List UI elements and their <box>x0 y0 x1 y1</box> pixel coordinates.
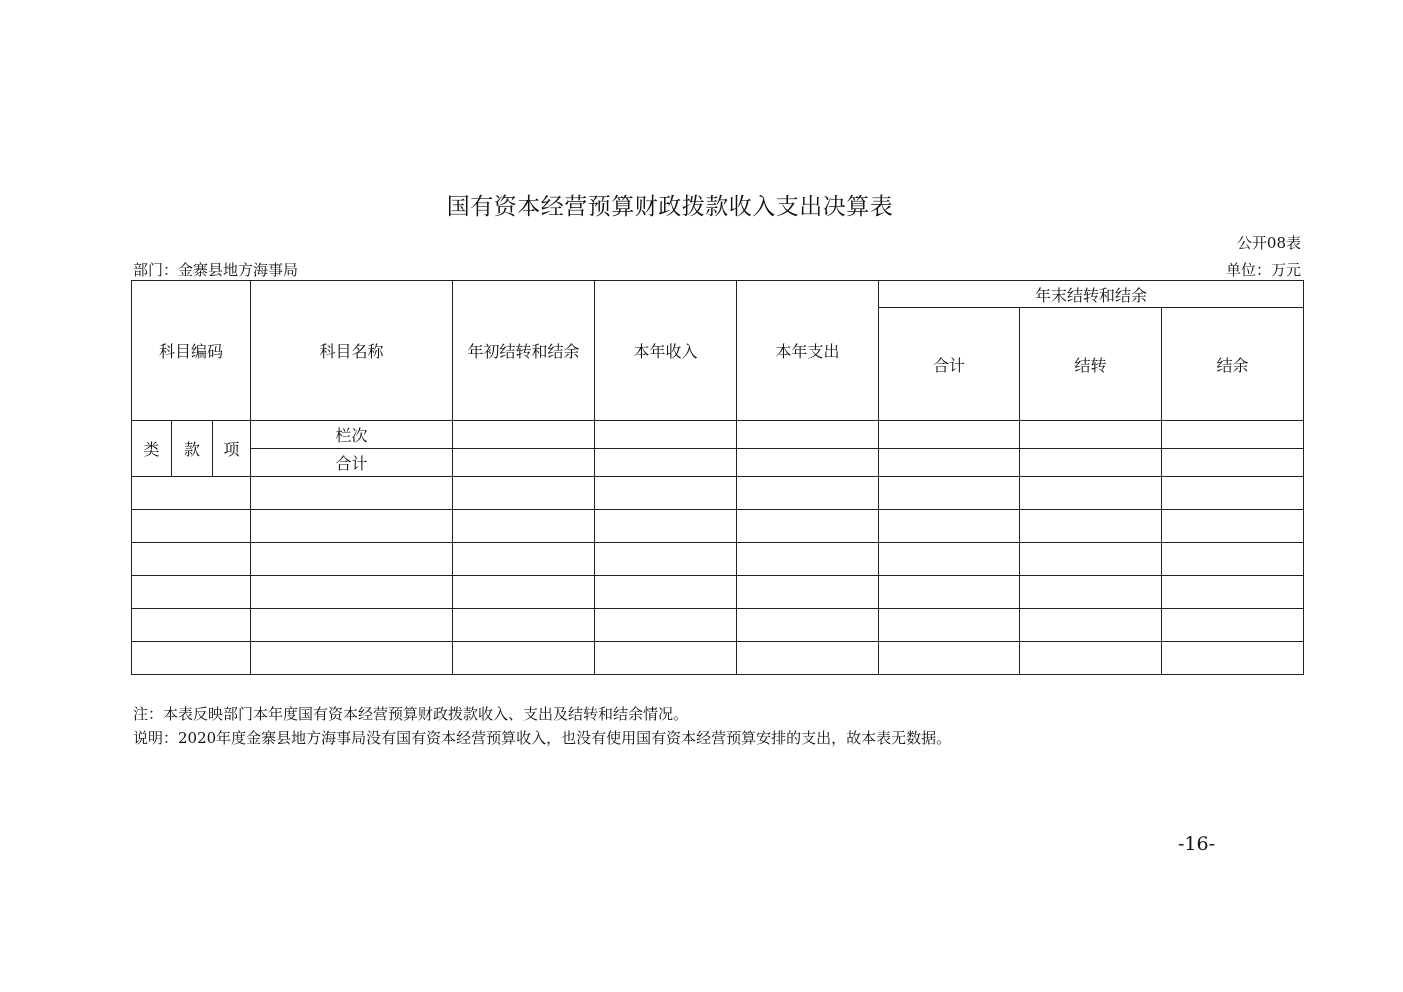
table-cell <box>737 609 879 642</box>
note-text: 注：本表反映部门本年度国有资本经营预算财政拨款收入、支出及结转和结余情况。 <box>133 705 689 723</box>
table-cell <box>453 543 595 576</box>
header-row-1 <box>132 281 1304 308</box>
table-cell <box>595 449 737 477</box>
form-code: 公开08表 <box>1236 234 1301 252</box>
table-cell <box>132 609 251 642</box>
document-title: 国有资本经营预算财政拨款收入支出决算表 <box>446 194 894 220</box>
table-cell <box>453 609 595 642</box>
table-cell <box>251 510 453 543</box>
table-cell <box>737 642 879 675</box>
column-number-row <box>132 421 1304 449</box>
header-closing-group: 年末结转和结余 <box>879 281 1304 308</box>
header-column-number: 栏次 <box>251 421 453 449</box>
table-cell <box>1020 609 1162 642</box>
table-cell <box>879 609 1020 642</box>
table-cell <box>1162 477 1304 510</box>
table-cell <box>595 477 737 510</box>
explanation-text: 说明：2020年度金寨县地方海事局没有国有资本经营预算收入，也没有使用国有资本经营预算安排的支出，故本表无数据。 <box>133 729 952 747</box>
table-cell <box>453 510 595 543</box>
table-cell <box>132 510 251 543</box>
header-closing-surplus: 结余 <box>1162 308 1304 421</box>
header-current-income: 本年收入 <box>595 281 737 421</box>
header-closing-total: 合计 <box>879 308 1020 421</box>
table-cell <box>453 449 595 477</box>
table-cell <box>737 477 879 510</box>
table-cell <box>1020 510 1162 543</box>
table-cell <box>737 421 879 449</box>
table-cell <box>251 576 453 609</box>
table-cell <box>879 510 1020 543</box>
table-cell <box>1162 449 1304 477</box>
header-subject-name: 科目名称 <box>251 281 453 421</box>
table-cell <box>1020 543 1162 576</box>
table-cell <box>132 642 251 675</box>
table-cell <box>1162 543 1304 576</box>
table-cell <box>132 477 251 510</box>
table-cell <box>1020 449 1162 477</box>
table-cell <box>879 576 1020 609</box>
table-cell <box>879 421 1020 449</box>
header-code-section: 款 <box>172 421 213 477</box>
header-current-expense: 本年支出 <box>737 281 879 421</box>
table-cell <box>1020 421 1162 449</box>
table-cell <box>251 642 453 675</box>
data-rows <box>132 477 1304 675</box>
table-row <box>132 510 1304 543</box>
table-cell <box>251 477 453 510</box>
table-cell <box>595 510 737 543</box>
header-subject-code: 科目编码 <box>132 281 251 421</box>
table-cell <box>595 642 737 675</box>
table-cell <box>1162 576 1304 609</box>
table-cell <box>595 421 737 449</box>
header-code-item: 项 <box>213 421 251 477</box>
table-cell <box>737 510 879 543</box>
table-cell <box>453 642 595 675</box>
table-row <box>132 642 1304 675</box>
header-closing-carryover: 结转 <box>1020 308 1162 421</box>
table-cell <box>595 543 737 576</box>
table-cell <box>737 576 879 609</box>
table-cell <box>1162 510 1304 543</box>
header-code-class: 类 <box>132 421 172 477</box>
table-cell <box>879 449 1020 477</box>
budget-table <box>131 280 1304 675</box>
table-cell <box>879 477 1020 510</box>
page-number: -16- <box>1178 833 1216 855</box>
table-cell <box>453 576 595 609</box>
total-row <box>132 449 1304 477</box>
table-cell <box>132 576 251 609</box>
table-row <box>132 576 1304 609</box>
department-label: 部门：金寨县地方海事局 <box>133 261 299 279</box>
table-row <box>132 477 1304 510</box>
table-cell <box>453 477 595 510</box>
table-cell <box>251 543 453 576</box>
table-cell <box>132 543 251 576</box>
table-cell <box>737 543 879 576</box>
table-cell <box>251 609 453 642</box>
table-cell <box>879 543 1020 576</box>
header-opening-balance: 年初结转和结余 <box>453 281 595 421</box>
table-cell <box>1162 642 1304 675</box>
table-cell <box>1020 576 1162 609</box>
table-cell <box>1162 421 1304 449</box>
table-cell <box>595 576 737 609</box>
table-cell <box>1020 477 1162 510</box>
table-row <box>132 543 1304 576</box>
table-cell <box>737 449 879 477</box>
table-cell <box>879 642 1020 675</box>
table-cell <box>595 609 737 642</box>
unit-label: 单位：万元 <box>1225 261 1301 279</box>
header-total: 合计 <box>251 449 453 477</box>
table-row <box>132 609 1304 642</box>
table-cell <box>1020 642 1162 675</box>
table-cell <box>1162 609 1304 642</box>
notes-section <box>133 702 951 750</box>
table-cell <box>453 421 595 449</box>
